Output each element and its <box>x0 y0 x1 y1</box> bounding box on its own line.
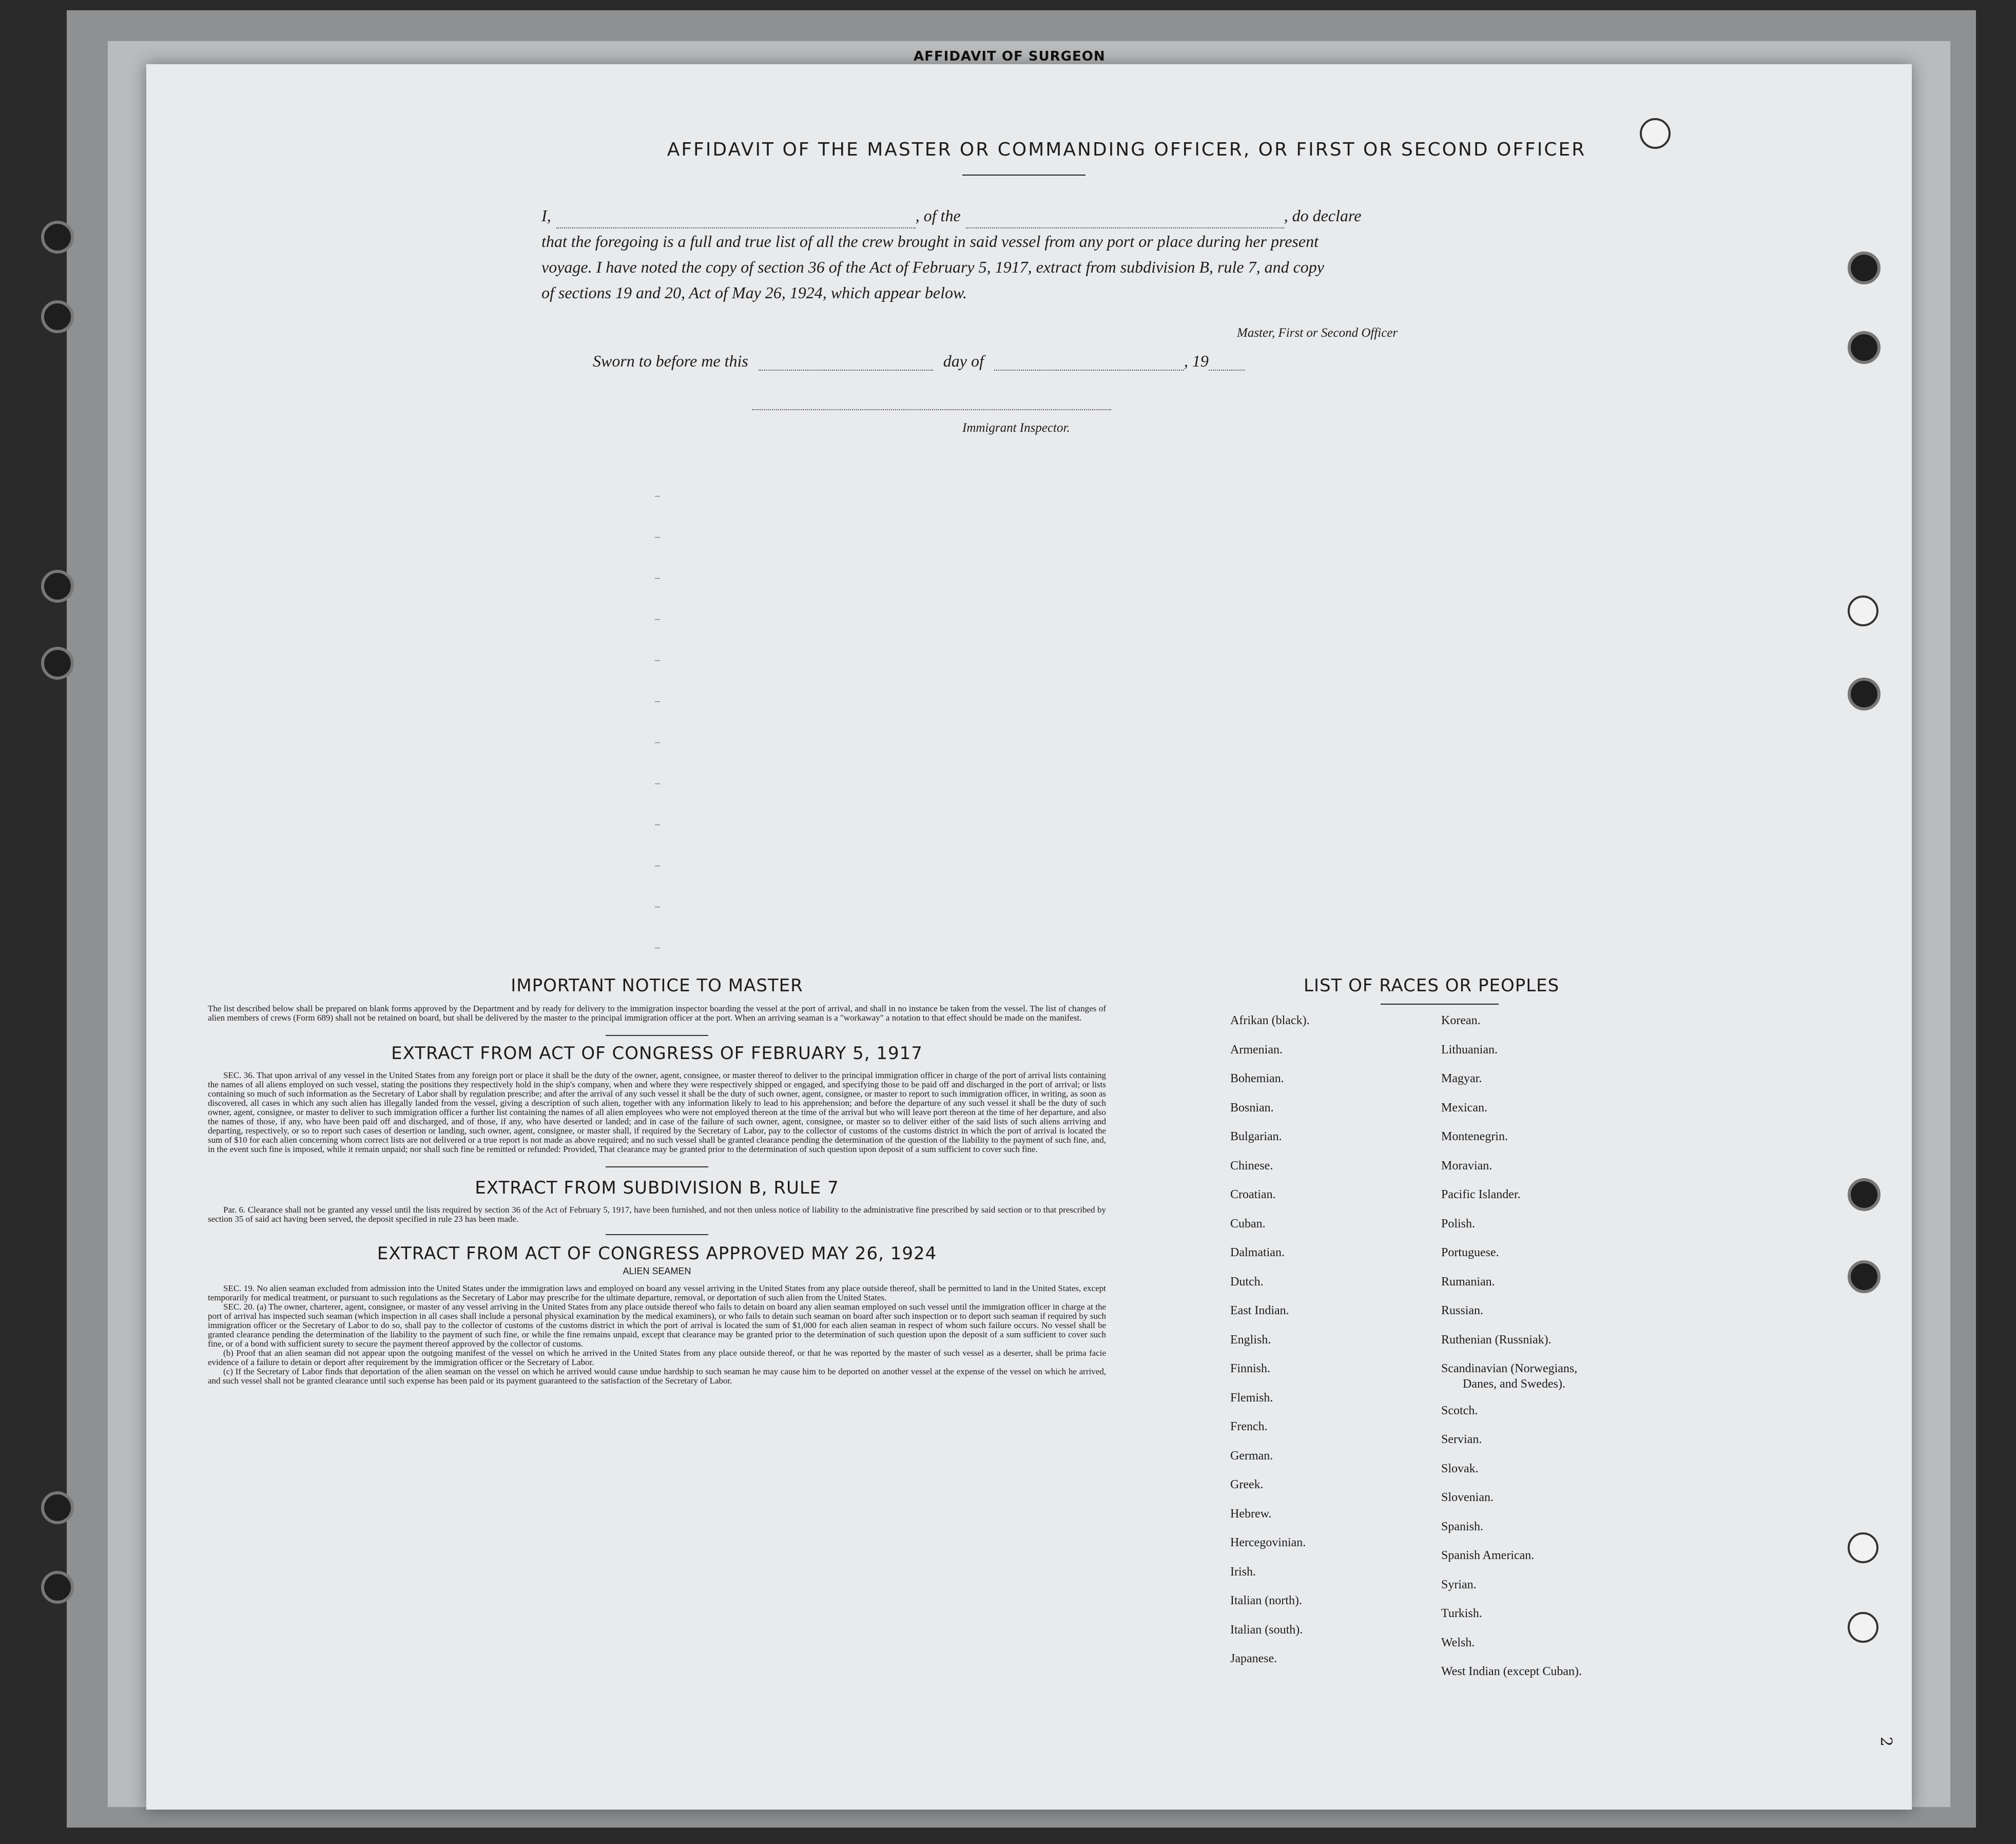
punch-hole-icon <box>1848 596 1878 626</box>
punch-hole-icon <box>1848 678 1881 710</box>
affidavit-title: AFFIDAVIT OF THE MASTER OR COMMANDING OFFICER, OR FIRST OR SECOND OFFICER <box>667 139 1586 160</box>
notice-text: The list described below shall be prepared on blank forms approved by the Department and by ready for delivery to the immigration inspector boarding the vessel at the port of arrival, and shall in no instance be taken from the vessel. The list of changes of alien members of crews (Form 689) shall not be retained on board, but shall be delivered by the master to the principal immigration officer at the port. When an arriving seaman is a "workaway" a notation to that effect should be made on the manifest. <box>208 1004 1106 1023</box>
race-item: Bulgarian. <box>1230 1130 1282 1143</box>
race-item: Slovenian. <box>1441 1491 1494 1504</box>
inspector-label: Immigrant Inspector. <box>962 421 1070 435</box>
race-item: Bohemian. <box>1230 1072 1284 1085</box>
race-item: Russian. <box>1441 1304 1484 1317</box>
race-item: Korean. <box>1441 1014 1481 1027</box>
binder-hole-icon <box>41 570 74 603</box>
race-item: Hebrew. <box>1230 1507 1272 1521</box>
race-item: Flemish. <box>1230 1391 1273 1405</box>
race-item: Dutch. <box>1230 1275 1264 1289</box>
race-item: Greek. <box>1230 1478 1264 1491</box>
sworn-day-blank[interactable] <box>759 370 933 371</box>
race-item: Hercegovinian. <box>1230 1536 1306 1549</box>
punch-hole-icon <box>1848 1260 1881 1293</box>
sec-20c-text: (c) If the Secretary of Labor finds that deportation of the alien seaman on the vessel on which he arrived would cause undue hardship to such seaman he may cause him to be deported on another vessel at the expense of the vessel on which he arrived, and such vessel shall not be granted clearance until such expense has been paid or its payment guaranteed to the satisfaction of the Secretary of Labor. <box>208 1367 1106 1386</box>
extract-1924-title: EXTRACT FROM ACT OF CONGRESS APPROVED MAY 26, 1924 <box>377 1243 937 1264</box>
binder-hole-icon <box>41 647 74 680</box>
sec-20b-text: (b) Proof that an alien seaman did not appear upon the outgoing manifest of the vessel on which he arrived in the United States from any place outside thereof, or that he was reported by the master of such vessel as a deserter, shall be prima facie evidence of a failure to detain or deport after requirement by the immigration officer or the Secretary of Labor. <box>208 1348 1106 1367</box>
header-tab: AFFIDAVIT OF SURGEON <box>914 49 1106 64</box>
extract-1917-title: EXTRACT FROM ACT OF CONGRESS OF FEBRUARY 5, 1917 <box>391 1043 923 1064</box>
race-item: Pacific Islander. <box>1441 1188 1521 1201</box>
race-item: Slovak. <box>1441 1462 1479 1475</box>
race-item: Moravian. <box>1441 1159 1492 1173</box>
binder-hole-icon <box>41 221 74 254</box>
race-item: Armenian. <box>1230 1043 1283 1057</box>
race-item: East Indian. <box>1230 1304 1289 1317</box>
race-item: Finnish. <box>1230 1362 1271 1375</box>
extract-1924-subtitle: ALIEN SEAMEN <box>623 1266 691 1276</box>
race-item: French. <box>1230 1420 1268 1433</box>
section-divider <box>606 1234 708 1235</box>
race-item: Afrikan (black). <box>1230 1014 1310 1027</box>
section-divider <box>606 1035 708 1036</box>
binder-hole-icon <box>41 1571 74 1604</box>
declaration-i: I, <box>541 206 551 225</box>
race-item: Mexican. <box>1441 1101 1487 1115</box>
punch-hole-icon <box>1848 1612 1878 1643</box>
section-divider <box>606 1166 708 1167</box>
page-number-mark: 2 <box>1877 1736 1895 1747</box>
race-item: Japanese. <box>1230 1652 1277 1665</box>
inspector-signature-line[interactable] <box>752 409 1111 410</box>
race-item: Cuban. <box>1230 1217 1266 1231</box>
punch-hole-icon <box>1848 1178 1881 1211</box>
race-item: Welsh. <box>1441 1636 1475 1649</box>
declaration-of: , of the <box>915 206 961 225</box>
race-item: Servian. <box>1441 1433 1482 1446</box>
race-item: Chinese. <box>1230 1159 1273 1173</box>
binder-hole-icon <box>41 1491 74 1524</box>
race-item: Italian (south). <box>1230 1623 1303 1637</box>
race-item: Syrian. <box>1441 1578 1477 1591</box>
title-divider <box>962 175 1085 176</box>
race-item: West Indian (except Cuban). <box>1441 1665 1582 1678</box>
race-item: Irish. <box>1230 1565 1256 1579</box>
race-item: Spanish. <box>1441 1520 1484 1533</box>
year-label: , 19 <box>1184 352 1209 370</box>
race-item: Magyar. <box>1441 1072 1482 1085</box>
sworn-year-blank[interactable] <box>1209 370 1245 371</box>
binder-hole-icon <box>41 300 74 333</box>
sworn-month-blank[interactable] <box>994 370 1184 371</box>
declaration-text <box>541 203 1522 305</box>
affidavit-page <box>146 64 1912 1810</box>
sec-19-text: SEC. 19. No alien seaman excluded from admission into the United States under the immigration laws and employed on board any vessel arriving in the United States from any place outside thereof, shall be permitted to land in the United States, except temporarily for medical treatment, or pursuant to such regulations as the Secretary of Labor may prescribe for the ultimate departure, removal, or deportation of such alien from the United States. <box>208 1283 1106 1302</box>
race-item: Italian (north). <box>1230 1594 1302 1607</box>
day-of-label: day of <box>943 352 984 370</box>
extract-1917-text: SEC. 36. That upon arrival of any vessel in the United States from any foreign port or place it shall be the duty of the owner, agent, consignee, or master thereof to deliver to the principal immigration officer in charge of the port of arrival lists containing the names of all aliens employed on such vessel, stating the positions they respectively hold in the ship's company, when and where they were respectively shipped or engaged, and specifying those to be paid off and discharged in the port of arrival; or lists containing so much of such information as the Secretary of Labor shall by regulation prescribe; and after the arrival of any such vessel it shall be the duty of such owner, agent, consignee, or master to report to such immigration officer, in writing, as soon as discovered, all cases in which any such alien has illegally landed from the vessel, giving a description of such alien, together with any information likely to lead to his apprehension; and before the departure of any such vessel it shall be the duty of such owner, agent, consignee, or master to deliver to such immigration officer a further list containing the names of all alien employees who were not employed thereon at the time of the arrival but who will leave port thereon at the time of her departure, and also the names of those, if any, who have been paid off and discharged, and of those, if any, who have deserted or landed; and in case of the failure of such owner, agent, consignee, or master so to deliver either of the said lists of such aliens arriving and departing, respectively, or so to report such cases of desertion or landing, such owner, agent, consignee, or master shall, if required by the Secretary of Labor, pay to the collector of customs of the customs district in which the port of arrival is located the sum of $10 for each alien concerning whom correct lists are not delivered or a true report is not made as above required; and no such vessel shall be granted clearance pending the determination of the question of the liability to the payment of such fine, and, in the event such fine is imposed, while it remain unpaid; nor shall such fine be remitted or refunded: Provided, That clearance may be granted prior to the determination of such question upon deposit of a sum sufficient to cover such fine. <box>208 1070 1106 1154</box>
notice-title: IMPORTANT NOTICE TO MASTER <box>511 975 803 996</box>
race-item: Croatian. <box>1230 1188 1276 1201</box>
master-signature-label: Master, First or Second Officer <box>1237 326 1398 340</box>
race-item: Bosnian. <box>1230 1101 1274 1115</box>
race-item: Scandinavian (Norwegians, <box>1441 1362 1578 1375</box>
race-item: Danes, and Swedes). <box>1463 1377 1565 1391</box>
punch-hole-icon <box>1848 1532 1878 1563</box>
race-item: Dalmatian. <box>1230 1246 1285 1259</box>
race-item: German. <box>1230 1449 1273 1463</box>
race-item: Turkish. <box>1441 1607 1482 1620</box>
notice-section <box>208 975 1106 1386</box>
race-item: Portuguese. <box>1441 1246 1499 1259</box>
punch-hole-icon <box>1848 331 1881 364</box>
sworn-line <box>593 352 1245 371</box>
race-item: Spanish American. <box>1441 1549 1535 1562</box>
race-item: Montenegrin. <box>1441 1130 1508 1143</box>
declaration-line-3: voyage. I have noted the copy of section 36 of the Act of February 5, 1917, extract from subdivision B, rule 7, and copy <box>541 258 1324 276</box>
races-title-underline <box>1381 1004 1499 1005</box>
race-item: Lithuanian. <box>1441 1043 1498 1057</box>
sec-20a-text: SEC. 20. (a) The owner, charterer, agent, consignee, or master of any vessel arriving in the United States from any place outside thereof who fails to detain on board any alien seaman employed on such vessel until the immigration officer in charge at the port of arrival has inspected such seaman (which inspection in all cases shall include a personal physical examination by the medical examiners), or who fails to detain such seaman on board after such inspection or to deport such seaman if required by such immigration officer or the Secretary of Labor to do so, shall pay to the collector of customs of the customs district in which the port of arrival is located the sum of $1,000 for each alien seaman in respect of whom such failure occurs. No vessel shall be granted clearance pending the determination of the liability to the payment of such fine, or while the fine remains unpaid, except that clearance may be granted prior to the determination of such question upon the deposit of a sum sufficient to cover such fine, or of a bond with sufficient surety to secure the payment thereof approved by the collector of customs. <box>208 1302 1106 1349</box>
sworn-label: Sworn to before me this <box>593 352 748 370</box>
rule-7-text: Par. 6. Clearance shall not be granted any vessel until the lists required by section 36 of the Act of February 5, 1917, have been furnished, and not then unless notice of liability to the administrative fine prescribed by said section or to that prescribed by section 35 of said act having been served, the deposit specified in rule 23 has been made. <box>208 1205 1106 1224</box>
declaration-end: , do declare <box>1284 206 1362 225</box>
race-item: Polish. <box>1441 1217 1476 1231</box>
rule-7-title: EXTRACT FROM SUBDIVISION B, RULE 7 <box>475 1178 839 1198</box>
races-title: LIST OF RACES OR PEOPLES <box>1304 975 1560 996</box>
declaration-line-4: of sections 19 and 20, Act of May 26, 1924, which appear below. <box>541 283 967 302</box>
declaration-line-2: that the foregoing is a full and true list of all the crew brought in said vessel from any port or place during her present <box>541 232 1319 251</box>
race-item: Scotch. <box>1441 1404 1478 1417</box>
race-item: English. <box>1230 1333 1271 1347</box>
race-item: Rumanian. <box>1441 1275 1495 1289</box>
punch-hole-icon <box>1848 252 1881 284</box>
bleed-through-marks: – – – – – – – – – – – – <box>654 488 661 954</box>
race-item: Ruthenian (Russniak). <box>1441 1333 1552 1347</box>
